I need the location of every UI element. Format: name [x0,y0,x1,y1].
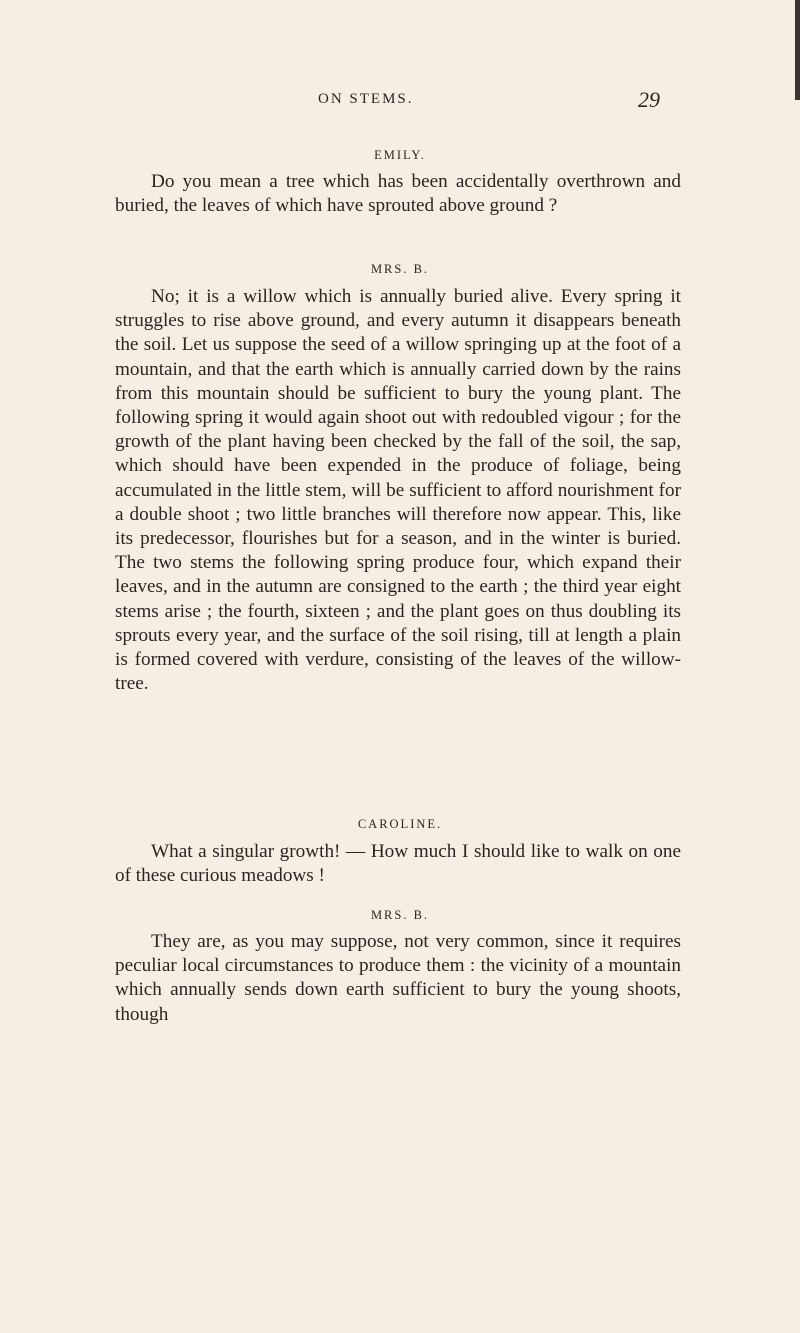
page-edge-shadow [795,0,800,100]
dialogue-paragraph: They are, as you may suppose, not very common, since it requires peculiar local circumstances to produce them : the vicinity of a mountain which annually sends down earth sufficient to bury the young shoots, though [115,931,681,1025]
dialogue-paragraph: No; it is a willow which is annually buried alive. Every spring it struggles to rise above ground, and every autumn it disappears beneath the soil. Let us suppose the seed of a willow springing up at the foot of a mountain, and that the earth which is annually carried down by the rains from this mountain should be sufficient to bury the young plant. The following spring it would again shoot out with redoubled vigour ; for the growth of the plant having been checked by the fall of the soil, the sap, which should have been expended in the produce of foliage, being accumulated in the little stem, will be sufficient to afford nourishment for a double shoot ; two little branches will therefore now appear. This, like its predecessor, flourishes but for a season, and in the winter is buried. The two stems the following spring produce four, which expand their leaves, and in the autumn are consigned to the earth ; the third year eight stems arise ; the fourth, sixteen ; and the plant goes on thus doubling its sprouts every year, and the surface of the soil rising, till at length a plain is formed covered with verdure, consisting of the leaves of the willow-tree. [115,286,681,695]
speaker-label: EMILY. [374,148,426,162]
running-head [0,87,800,117]
speaker-label: MRS. B. [370,262,430,276]
page-number: 29 [638,87,660,112]
running-head-title: ON STEMS. [318,91,414,107]
speaker-label: MRS. B. [370,908,430,922]
dialogue-paragraph: Do you mean a tree which has been accidentally overthrown and buried, the leaves of which have sprouted above ground ? [115,171,681,217]
dialogue-paragraph: What a singular growth! — How much I should like to walk on one of these curious meadows ! [115,841,681,887]
speaker-label: CAROLINE. [357,817,443,831]
